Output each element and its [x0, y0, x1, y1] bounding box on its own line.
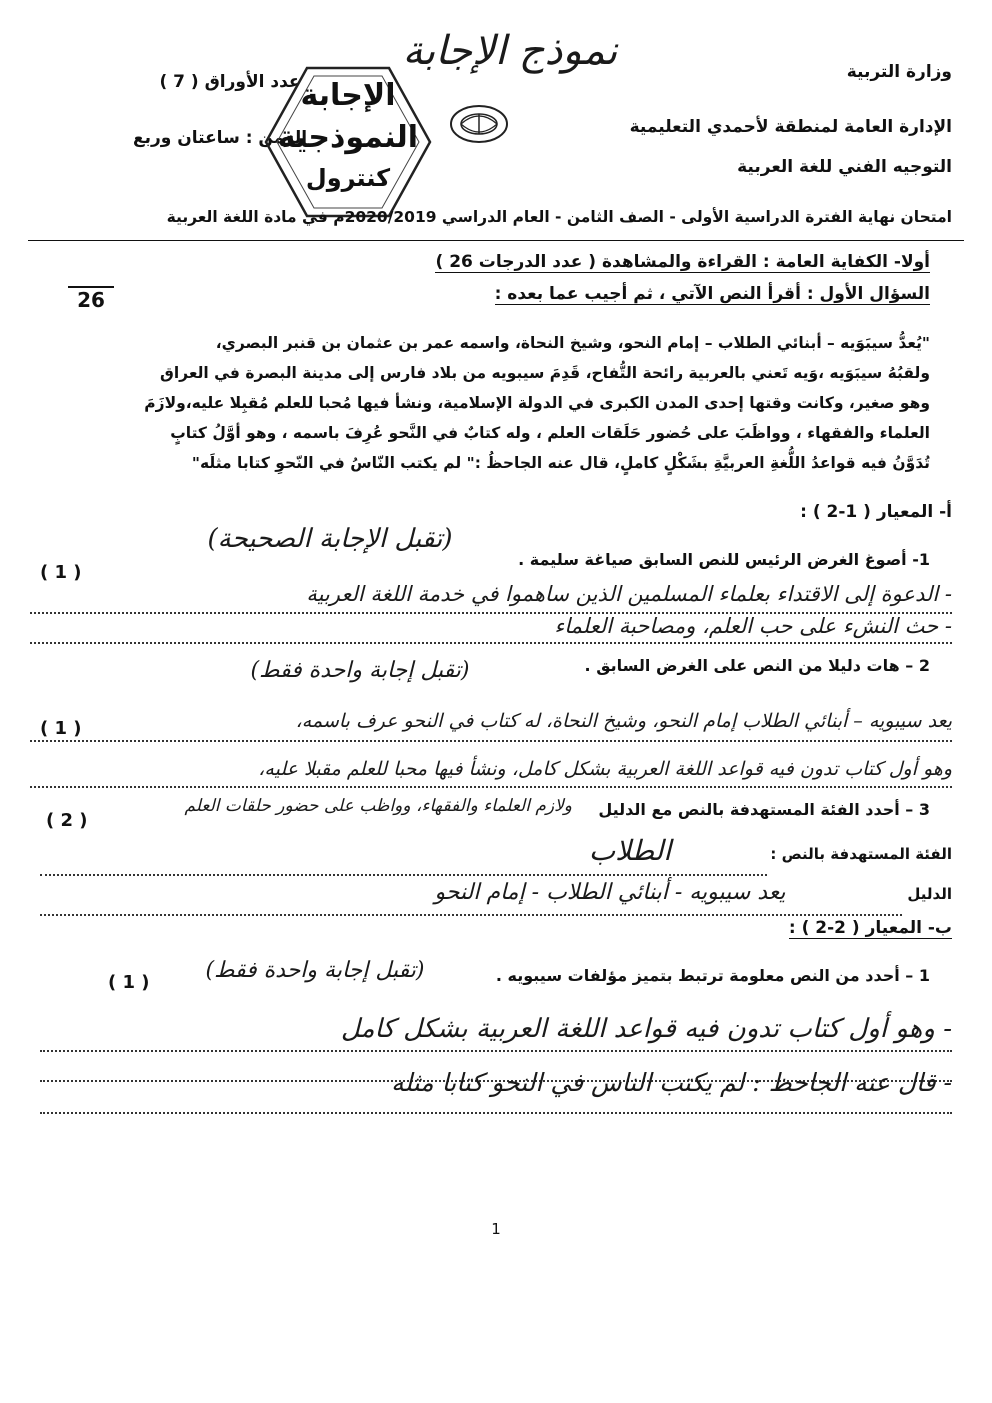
- criterion-b-heading: ب- المعيار ( 2-2 ) :: [788, 918, 952, 938]
- b-q1-text: 1 – أحدد من النص معلومة ترتبط بتميز مؤلفات سيبويه .: [495, 966, 930, 985]
- evidence-label: الدليل: [907, 885, 952, 903]
- competency-heading: أولا- الكفاية العامة : القراءة والمشاهدة ( عدد الدرجات 26 ): [435, 252, 930, 272]
- question1-heading: السؤال الأول : أقرأ النص الآتي ، ثم أجيب عما بعده :: [494, 284, 930, 304]
- q1-text: 1- أصوغ الغرض الرئيس للنص السابق صياغة سليمة .: [518, 550, 930, 569]
- directorate-label: الإدارة العامة لمنطقة لأحمدي التعليمية: [629, 117, 952, 137]
- passage-line: وهو صغير، وكانت وقتها إحدى المدن الكبرى في الدولة الإسلامية، ونشأ فيها مُحبا للعلم مُقبِلا عليه،ولازَمَ: [144, 394, 930, 412]
- answer-line: [40, 1112, 952, 1114]
- q2-mark: ( 1 ): [40, 718, 82, 739]
- target-group-answer: الطلاب: [588, 834, 672, 867]
- answer-line: [40, 1050, 952, 1052]
- stamp-line-2: النموذجية: [277, 120, 419, 155]
- passage-line: العلماء والفقهاء ، وواظَبَ على حُضور حَلَقات العلم ، وله كتابٌ في النَّحو عُرِفَ باسمه ، وهو أوَّلُ كتابٍ: [170, 424, 930, 442]
- criterion-a-note: (تقبل الإجابة الصحيحة): [207, 524, 453, 554]
- b-q1-answer-1: - وهو أول كتاب تدون فيه قواعد اللغة العربية بشكل كامل: [340, 1014, 952, 1044]
- criterion-a-heading: أ- المعيار ( 1-2 ) :: [800, 502, 952, 522]
- ministry-label: وزارة التربية: [846, 62, 952, 82]
- page-number: 1: [491, 1220, 501, 1238]
- answer-line: [40, 874, 767, 876]
- exam-title: امتحان نهاية الفترة الدراسية الأولى - الصف الثامن - العام الدراسي 2020/2019م في مادة اللغة العربية: [166, 208, 952, 226]
- q2-text: 2 – هات دليلا من النص على الغرض السابق .: [584, 656, 930, 675]
- q2-answer-2: وهو أول كتاب تدون فيه قواعد اللغة العربية بشكل كامل، ونشأ فيها محبا للعلم مقبلا عليه،: [258, 758, 952, 780]
- q1-answer-2: - حث النشء على حب العلم، ومصاحبة العلماء: [554, 614, 952, 638]
- handwritten-title: نموذج الإجابة: [402, 28, 618, 74]
- target-group-label: الفئة المستهدفة بالنص :: [770, 845, 952, 863]
- stamp-line-3: كنترول: [305, 164, 391, 192]
- supervision-label: التوجيه الفني للغة العربية: [737, 157, 952, 177]
- passage-line: ولقبُهُ سيبَوَيه ،وَيه تَعني بالعربية رائحة التُّفاح، قَدِمَ سيبويه من بلاد فارس إلى مدينة البصرة في العراق: [160, 364, 930, 382]
- q3-text: 3 – أحدد الفئة المستهدفة بالنص مع الدليل: [598, 800, 930, 819]
- b-q1-mark: ( 1 ): [108, 972, 150, 993]
- q3-answer-inline: ولازم العلماء والفقهاء، وواظب على حضور حلقات العلم: [184, 796, 572, 816]
- answer-line: [30, 642, 952, 644]
- score-box: [68, 286, 114, 312]
- b-q1-answer-2: - قال عنه الجاحظ : لم يكتب الناس في النحو كتابا مثله: [391, 1068, 952, 1097]
- evidence-answer: يعد سيبويه - أبنائي الطلاب - إمام النحو: [434, 880, 786, 905]
- stamp-line-1: الإجابة: [300, 78, 396, 113]
- passage: [50, 328, 930, 478]
- header-divider: [28, 240, 964, 241]
- q1-mark: ( 1 ): [40, 562, 82, 583]
- score-value: 26: [77, 288, 105, 312]
- answer-line: [40, 914, 902, 916]
- q1-answer-1: - الدعوة إلى الاقتداء بعلماء المسلمين الذين ساهموا في خدمة اللغة العربية: [306, 582, 952, 606]
- passage-line: "يُعدُّ سيبَوَيه – أبنائي الطلاب – إمام النحو، وشيخ النحاة، واسمه عمر بن عثمان بن قنبر البصري،: [215, 334, 930, 352]
- passage-line: تُدَوَّنُ فيه قواعدُ اللُّغةِ العربيَّةِ بشَكْلٍ كاملٍ، قال عنه الجاحظُ :" لم يكتب النّاسُ في النّحوِ كتابا مثلَه": [191, 454, 930, 472]
- ministry-emblem-icon: [448, 102, 510, 146]
- exam-duration: الزمن : ساعتان وربع: [132, 128, 308, 148]
- q2-note: (تقبل إجابة واحدة فقط): [250, 658, 470, 683]
- q2-answer-1: يعد سيبويه – أبنائي الطلاب إمام النحو، وشيخ النحاة، له كتاب في النحو عرف باسمه،: [295, 710, 952, 732]
- sheets-count: عدد الأوراق ( 7 ): [159, 72, 301, 92]
- answer-line: [30, 740, 952, 742]
- b-q1-note: (تقبل إجابة واحدة فقط): [205, 958, 425, 983]
- answer-line: [30, 786, 952, 788]
- q3-mark: ( 2 ): [46, 810, 88, 831]
